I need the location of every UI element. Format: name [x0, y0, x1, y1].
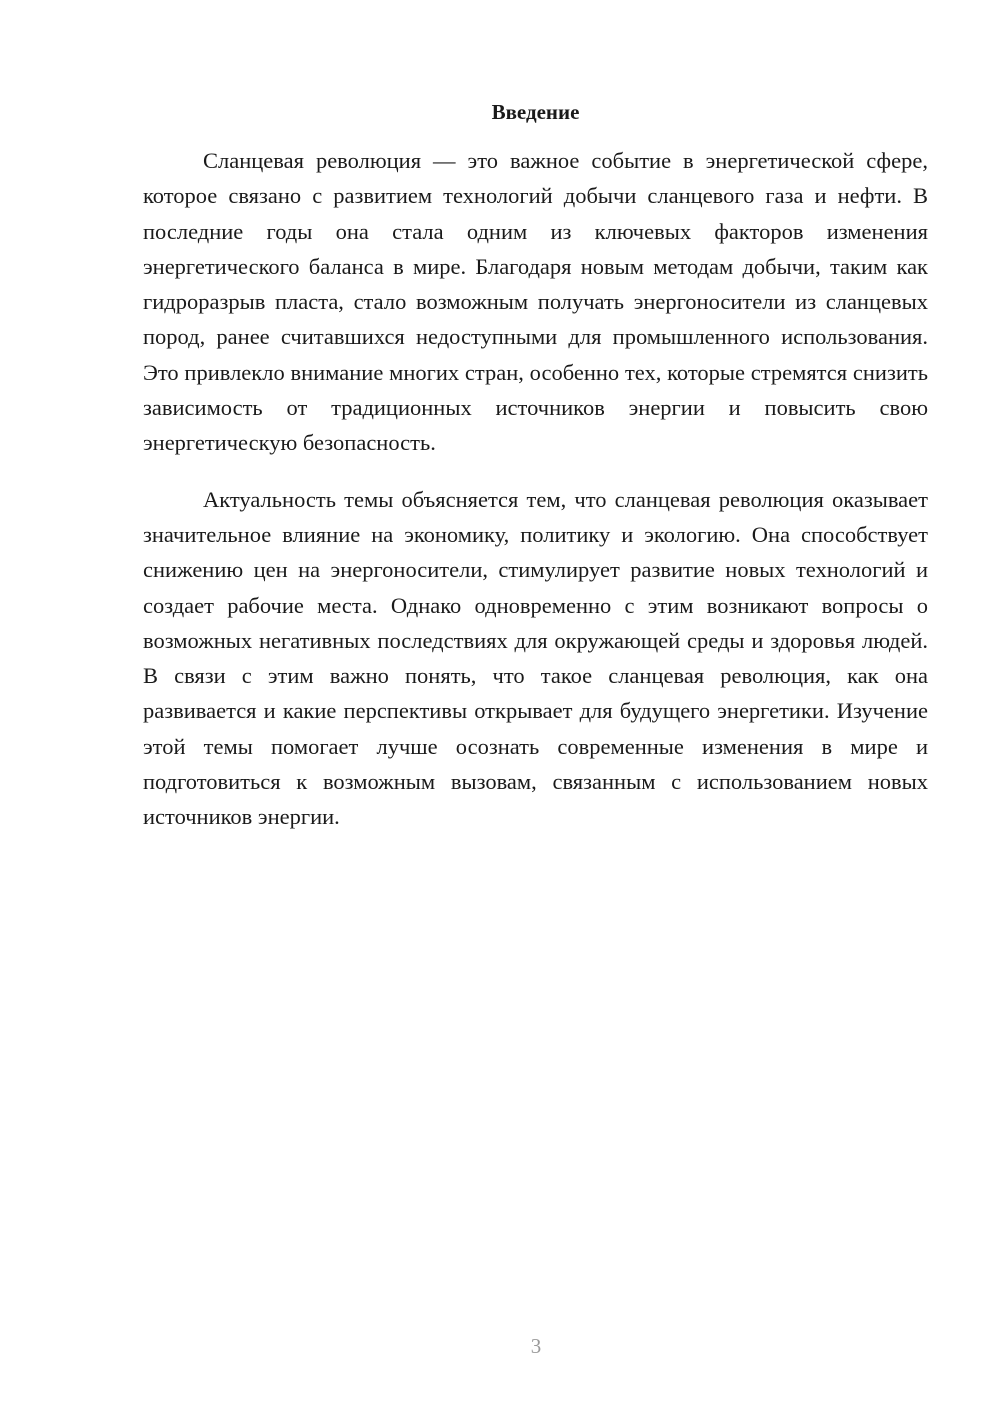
- body-text: [143, 143, 928, 835]
- paragraph-relevance: Актуальность темы объясняется тем, что сланцевая революция оказывает значительное влияние на экономику, политику и экологию. Она способствует снижению цен на энергоносители, стимулирует развитие новых технологий и создает рабочие места. Однако одновременно с этим возникают вопросы о возможных негативных последствиях для окружающей среды и здоровья людей. В связи с этим важно понять, что такое сланцевая революция, как она развивается и какие перспективы открывает для будущего энергетики. Изучение этой темы помогает лучше осознать современные изменения в мире и подготовиться к возможным вызовам, связанным с использованием новых источников энергии.: [143, 486, 928, 830]
- paragraph-introduction: Сланцевая революция — это важное событие в энергетической сфере, которое связано с развитием технологий добычи сланцевого газа и нефти. В последние годы она стала одним из ключевых факторов изменения энергетического баланса в мире. Благодаря новым методам добычи, таким как гидроразрыв пласта, стало возможным получать энергоносители из сланцевых пород, ранее считавшихся недоступными для промышленного использования. Это привлекло внимание многих стран, особенно тех, которые стремятся снизить зависимость от традиционных источников энергии и повысить свою энергетическую безопасность.: [143, 148, 928, 456]
- page-number: 3: [530, 1334, 542, 1358]
- section-heading: Введение: [491, 100, 580, 124]
